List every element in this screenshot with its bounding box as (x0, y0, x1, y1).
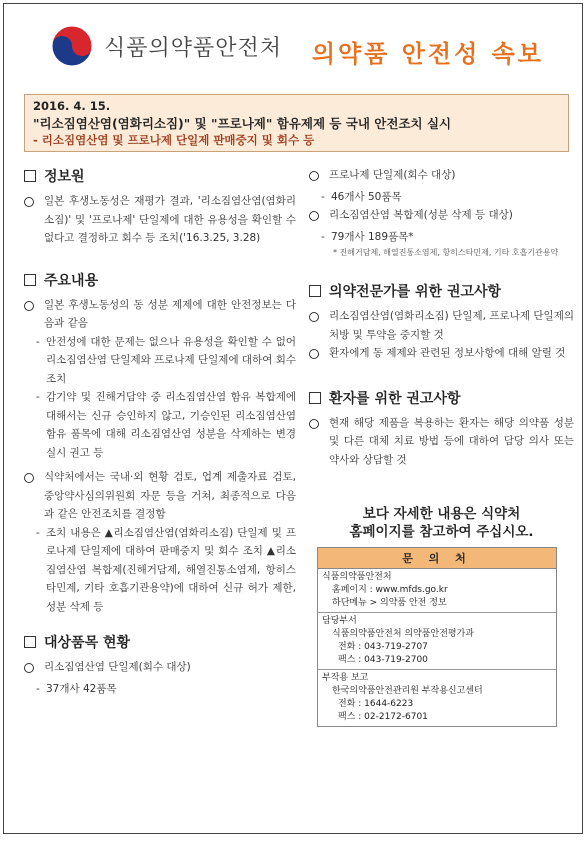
list-item: 리소짐염산염 단일제(회수 대상) (24, 658, 296, 680)
banner-subtitle: - 리소짐염산염 및 프로나제 단일제 판매중지 및 회수 등 (33, 133, 315, 147)
circle-bullet-icon (24, 663, 34, 673)
mfds-logo (50, 24, 282, 68)
taegeuk-logo-icon (50, 24, 94, 68)
bulletin-page (3, 3, 583, 834)
left-column (24, 166, 296, 698)
circle-bullet-icon (24, 197, 34, 207)
list-item: 일본 후생노동성의 동 성분 제제에 대한 안전정보는 다음과 같음 (24, 296, 296, 333)
sub-list-item: - 79개사 189품목* (321, 230, 414, 243)
banner-date: 2016. 4. 15. (33, 99, 111, 113)
headline-banner (24, 94, 569, 152)
footnote: * 진해거담제, 해열진통소염제, 항히스타민제, 기타 호흡기관용약 (333, 248, 559, 257)
list-item: 식약처에서는 국내·외 현황 검토, 업계 제출자료 검토, 중앙약사심의위원회 자문 등을 거쳐, 최종적으로 다음과 같은 안전조치를 결정함 (24, 468, 296, 524)
list-item: 프로나제 단일제(회수 대상) (309, 166, 574, 188)
list-item: 리소짐염산염 복합제(성분 삭제 등 대상) (309, 206, 574, 228)
contact-block-report: 부작용 보고 한국의약품안전관리원 부작용신고센터 전화 : 1644-6223 팩스 : 02-2172-6701 (322, 673, 483, 722)
list-item: 일본 후생노동성은 재평가 결과, '리소짐염산염(염화리소짐)' 및 '프로나제' 단일제에 대한 유용성을 확인할 수 없다고 결정하고 회수 등 조치('16.3.25, 3.28) (24, 192, 296, 248)
circle-bullet-icon (24, 301, 34, 311)
checkbox-square-icon (24, 636, 36, 648)
checkbox-square-icon (309, 392, 321, 404)
sub-list-item: - 안전성에 대한 문제는 없으나 유용성을 확인할 수 없어 리소짐염산염 단일제와 프로나제 단일제에 대하여 회수 조치 (36, 335, 296, 385)
sub-list-item: - 37개사 42품목 (36, 682, 117, 695)
circle-bullet-icon (309, 419, 319, 429)
sub-list-item: - 46개사 50품목 (321, 190, 402, 203)
section-heading-patient-recommendations: 환자를 위한 권고사항 (309, 388, 574, 408)
contact-block-org: 식품의약품안전처 홈페이지 : www.mfds.go.kr 하단메뉴 > 의약품 안전 정보 (318, 569, 556, 613)
circle-bullet-icon (309, 349, 319, 359)
banner-title: "리소짐염산염(염화리소짐)" 및 "프로나제" 함유제제 등 국내 안전조치 실시 (33, 116, 452, 131)
list-item: 환자에게 동 제제와 관련된 정보사항에 대해 알릴 것 (309, 344, 574, 366)
circle-bullet-icon (309, 312, 319, 322)
checkbox-square-icon (24, 274, 36, 286)
section-heading-main-content: 주요내용 (24, 270, 296, 290)
more-info-notice: 보다 자세한 내용은 식약처 홈페이지를 참고하여 주십시오. (349, 506, 534, 540)
circle-bullet-icon (24, 473, 34, 483)
bulletin-title: 의약품 안전성 속보 (311, 40, 544, 68)
org-name: 식품의약품안전처 (104, 35, 283, 61)
checkbox-square-icon (309, 285, 321, 297)
section-heading-expert-recommendations: 의약전문가를 위한 권고사항 (309, 281, 574, 301)
section-heading-target-products: 대상품목 현황 (24, 632, 296, 652)
header (4, 4, 582, 94)
homepage-link[interactable]: 홈페이지 : www.mfds.go.kr (332, 585, 448, 595)
list-item: 현재 해당 제품을 복용하는 환자는 해당 의약품 성분 및 다른 대체 치료 방법 등에 대하여 담당 의사 또는 약사와 상담할 것 (309, 414, 574, 470)
section-heading-info-source: 정보원 (24, 166, 296, 186)
list-item: 리소짐염산염(염화리소짐) 단일제, 프로나제 단일제의 처방 및 투약을 중지할 것 (309, 307, 574, 344)
contact-heading: 문 의 처 (318, 548, 556, 569)
circle-bullet-icon (309, 211, 319, 221)
sub-list-item: - 조치 내용은 ▲리소짐염산염(염화리소짐) 단일제 및 프로나제 단일제에 대하여 판매중지 및 회수 조치 ▲리소짐염산염 복합제(진해거담제, 해열진통소염제, 항히스타민제, 기타 호흡기관용약)에 대하여 신규 허가 제한, 성분 삭제 등 (36, 526, 296, 613)
checkbox-square-icon (24, 170, 36, 182)
right-column (309, 166, 574, 727)
contact-box (317, 547, 557, 727)
contact-block-dept: 담당부서 식품의약품안전처 의약품안전평가과 전화 : 043-719-2707 팩스 : 043-719-2700 (318, 613, 556, 670)
circle-bullet-icon (309, 171, 319, 181)
sub-list-item: - 감기약 및 진해거담약 중 리소짐염산염 함유 복합제에 대해서는 신규 승인하지 않고, 기승인된 리소짐염산염 함유 품목에 대해 리소짐염산염 성분을 삭제하는 변경 실시 권고 등 (36, 391, 296, 459)
